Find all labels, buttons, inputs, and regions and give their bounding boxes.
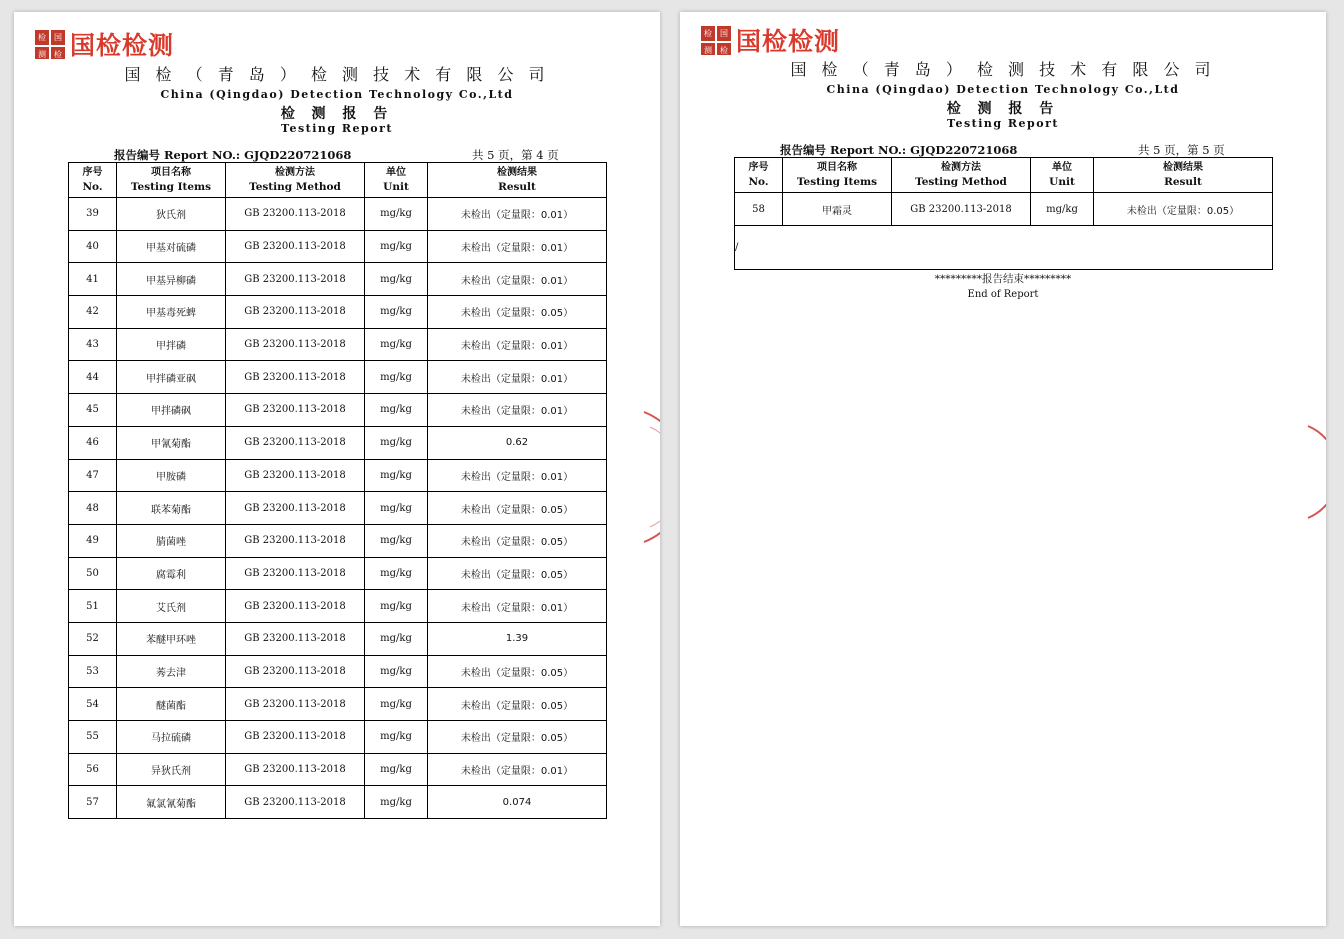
cell-result: 未检出（定量限：0.05） <box>428 524 607 557</box>
cell-unit: mg/kg <box>365 328 428 361</box>
cell-no: 39 <box>69 198 117 231</box>
col-header-unit: 单位 Unit <box>365 163 428 198</box>
cell-item: 甲基对硫磷 <box>117 230 226 263</box>
col-header-result: 检测结果 Result <box>1094 158 1273 193</box>
cell-item: 氟氯氰菊酯 <box>117 786 226 819</box>
table-row <box>69 622 607 655</box>
cell-result: 未检出（定量限：0.01） <box>428 361 607 394</box>
cell-result: 未检出（定量限：0.05） <box>428 557 607 590</box>
end-of-report-text: End of Report <box>967 289 1039 300</box>
cell-unit: mg/kg <box>365 459 428 492</box>
col-header-item: 项目名称 Testing Items <box>117 163 226 198</box>
table-row <box>69 753 607 786</box>
col-header-no: 序号 No. <box>735 158 783 193</box>
cell-method: GB 23200.113-2018 <box>226 622 365 655</box>
seal-stamp <box>1304 422 1326 522</box>
report-page-5 <box>680 12 1326 926</box>
cell-item: 艾氏剂 <box>117 590 226 623</box>
table-row <box>69 263 607 296</box>
cell-unit: mg/kg <box>1031 193 1094 226</box>
cell-method: GB 23200.113-2018 <box>226 786 365 819</box>
cell-no: 53 <box>69 655 117 688</box>
logo-text: 国检检测 <box>736 27 841 56</box>
cell-result: 未检出（定量限：0.05） <box>428 296 607 329</box>
col-header-result: 检测结果 Result <box>428 163 607 198</box>
table-row <box>69 230 607 263</box>
table-header-row <box>69 163 607 198</box>
cell-method: GB 23200.113-2018 <box>226 230 365 263</box>
table-row <box>69 459 607 492</box>
cell-unit: mg/kg <box>365 786 428 819</box>
cell-item: 甲氰菊酯 <box>117 426 226 459</box>
report-page-4 <box>14 12 660 926</box>
report-title-en: Testing Report <box>947 117 1059 130</box>
cell-result: 未检出（定量限：0.01） <box>428 394 607 427</box>
page-count: 共 5 页，第 5 页 <box>1138 143 1225 157</box>
table-row <box>69 786 607 819</box>
cell-no: 52 <box>69 622 117 655</box>
cell-item: 腈菌唑 <box>117 524 226 557</box>
col-header-item: 项目名称 Testing Items <box>783 158 892 193</box>
cell-method: GB 23200.113-2018 <box>226 459 365 492</box>
cell-method: GB 23200.113-2018 <box>226 721 365 754</box>
cell-method: GB 23200.113-2018 <box>226 426 365 459</box>
cell-result: 未检出（定量限：0.05） <box>428 492 607 525</box>
cell-method: GB 23200.113-2018 <box>226 688 365 721</box>
cell-result: 0.074 <box>428 786 607 819</box>
cell-item: 甲基异柳磷 <box>117 263 226 296</box>
cell-unit: mg/kg <box>365 426 428 459</box>
page-count: 共 5 页，第 4 页 <box>472 148 559 162</box>
table-row <box>69 688 607 721</box>
cell-method: GB 23200.113-2018 <box>226 492 365 525</box>
table-row <box>69 590 607 623</box>
cell-no: 58 <box>735 193 783 226</box>
cell-item: 苯醚甲环唑 <box>117 622 226 655</box>
cell-no: 44 <box>69 361 117 394</box>
cell-result: 未检出（定量限：0.01） <box>428 753 607 786</box>
company-name-en: China (Qingdao) Detection Technology Co.,Ltd <box>160 88 514 101</box>
cell-no: 55 <box>69 721 117 754</box>
cell-method: GB 23200.113-2018 <box>226 524 365 557</box>
cell-item: 腐霉利 <box>117 557 226 590</box>
end-of-report-marker: *********报告结束********* <box>934 273 1072 285</box>
logo-mark: 检 国 测 检 <box>34 29 66 59</box>
cell-result: 未检出（定量限：0.05） <box>428 721 607 754</box>
company-name-cn: 国 检 （ 青 岛 ） 检 测 技 术 有 限 公 司 <box>790 60 1216 79</box>
cell-no: 56 <box>69 753 117 786</box>
report-number <box>780 142 1017 158</box>
cell-no: 48 <box>69 492 117 525</box>
cell-result: 未检出（定量限：0.01） <box>428 590 607 623</box>
table-row <box>69 426 607 459</box>
cell-item: 狄氏剂 <box>117 198 226 231</box>
cell-unit: mg/kg <box>365 394 428 427</box>
cell-method: GB 23200.113-2018 <box>226 263 365 296</box>
cell-item: 甲拌磷砜 <box>117 394 226 427</box>
logo-text: 国检检测 <box>70 31 175 60</box>
cell-no: 54 <box>69 688 117 721</box>
cell-method: GB 23200.113-2018 <box>226 557 365 590</box>
report-title-cn: 检 测 报 告 <box>946 101 1060 117</box>
cell-unit: mg/kg <box>365 688 428 721</box>
col-header-method: 检测方法 Testing Method <box>226 163 365 198</box>
cell-result: 未检出（定量限：0.01） <box>428 328 607 361</box>
report-title-cn: 检 测 报 告 <box>280 106 394 122</box>
cell-result: 未检出（定量限：0.05） <box>1094 193 1273 226</box>
cell-method: GB 23200.113-2018 <box>226 753 365 786</box>
cell-item: 甲拌磷亚砜 <box>117 361 226 394</box>
cell-unit: mg/kg <box>365 524 428 557</box>
cell-no: 47 <box>69 459 117 492</box>
cell-method: GB 23200.113-2018 <box>226 590 365 623</box>
cell-unit: mg/kg <box>365 655 428 688</box>
cell-item: 甲霜灵 <box>783 193 892 226</box>
blank-cell-slash: / <box>735 226 1273 270</box>
col-header-method: 检测方法 Testing Method <box>892 158 1031 193</box>
cell-unit: mg/kg <box>365 263 428 296</box>
cell-unit: mg/kg <box>365 361 428 394</box>
company-name-cn: 国 检 （ 青 岛 ） 检 测 技 术 有 限 公 司 <box>124 65 550 84</box>
cell-item: 甲基毒死蜱 <box>117 296 226 329</box>
cell-result: 1.39 <box>428 622 607 655</box>
cell-item: 甲胺磷 <box>117 459 226 492</box>
cell-no: 40 <box>69 230 117 263</box>
report-number-value: GJQD220721068 <box>244 148 352 162</box>
cell-unit: mg/kg <box>365 753 428 786</box>
col-header-no: 序号 No. <box>69 163 117 198</box>
report-title-en: Testing Report <box>281 122 393 135</box>
cell-unit: mg/kg <box>365 622 428 655</box>
table-row <box>69 296 607 329</box>
cell-result: 0.62 <box>428 426 607 459</box>
cell-result: 未检出（定量限：0.01） <box>428 263 607 296</box>
cell-no: 43 <box>69 328 117 361</box>
cell-method: GB 23200.113-2018 <box>892 193 1031 226</box>
report-number-label: 报告编号 Report NO.: <box>114 148 241 162</box>
report-number-label: 报告编号 Report NO.: <box>780 143 907 157</box>
table-row <box>69 198 607 231</box>
table-row <box>69 557 607 590</box>
cell-result: 未检出（定量限：0.05） <box>428 655 607 688</box>
table-row <box>69 394 607 427</box>
cell-no: 51 <box>69 590 117 623</box>
company-logo <box>34 26 174 62</box>
cell-result: 未检出（定量限：0.01） <box>428 459 607 492</box>
cell-unit: mg/kg <box>365 557 428 590</box>
seal-stamp <box>634 407 660 547</box>
cell-unit: mg/kg <box>365 230 428 263</box>
cell-item: 莠去津 <box>117 655 226 688</box>
report-number-value: GJQD220721068 <box>910 143 1018 157</box>
cell-method: GB 23200.113-2018 <box>226 361 365 394</box>
table-row <box>69 328 607 361</box>
cell-unit: mg/kg <box>365 296 428 329</box>
cell-method: GB 23200.113-2018 <box>226 296 365 329</box>
cell-no: 46 <box>69 426 117 459</box>
cell-result: 未检出（定量限：0.05） <box>428 688 607 721</box>
cell-item: 马拉硫磷 <box>117 721 226 754</box>
results-table <box>68 162 607 819</box>
table-row <box>69 655 607 688</box>
table-row <box>69 721 607 754</box>
company-logo <box>700 22 840 58</box>
cell-method: GB 23200.113-2018 <box>226 655 365 688</box>
cell-item: 甲拌磷 <box>117 328 226 361</box>
cell-unit: mg/kg <box>365 590 428 623</box>
col-header-unit: 单位 Unit <box>1031 158 1094 193</box>
company-name-en: China (Qingdao) Detection Technology Co.,Ltd <box>826 83 1180 96</box>
cell-no: 45 <box>69 394 117 427</box>
cell-result: 未检出（定量限：0.01） <box>428 198 607 231</box>
cell-item: 联苯菊酯 <box>117 492 226 525</box>
cell-no: 42 <box>69 296 117 329</box>
cell-method: GB 23200.113-2018 <box>226 394 365 427</box>
cell-unit: mg/kg <box>365 721 428 754</box>
cell-no: 50 <box>69 557 117 590</box>
cell-method: GB 23200.113-2018 <box>226 198 365 231</box>
table-header-row <box>735 158 1273 193</box>
cell-unit: mg/kg <box>365 198 428 231</box>
table-row <box>69 361 607 394</box>
table-row <box>735 193 1273 226</box>
cell-method: GB 23200.113-2018 <box>226 328 365 361</box>
cell-no: 49 <box>69 524 117 557</box>
logo-mark: 检 国 测 检 <box>700 25 732 55</box>
cell-item: 异狄氏剂 <box>117 753 226 786</box>
cell-unit: mg/kg <box>365 492 428 525</box>
results-table <box>734 157 1273 270</box>
cell-no: 41 <box>69 263 117 296</box>
cell-result: 未检出（定量限：0.01） <box>428 230 607 263</box>
table-row <box>69 492 607 525</box>
cell-item: 醚菌酯 <box>117 688 226 721</box>
blank-row <box>735 226 1273 270</box>
table-row <box>69 524 607 557</box>
cell-no: 57 <box>69 786 117 819</box>
report-number <box>114 147 351 163</box>
